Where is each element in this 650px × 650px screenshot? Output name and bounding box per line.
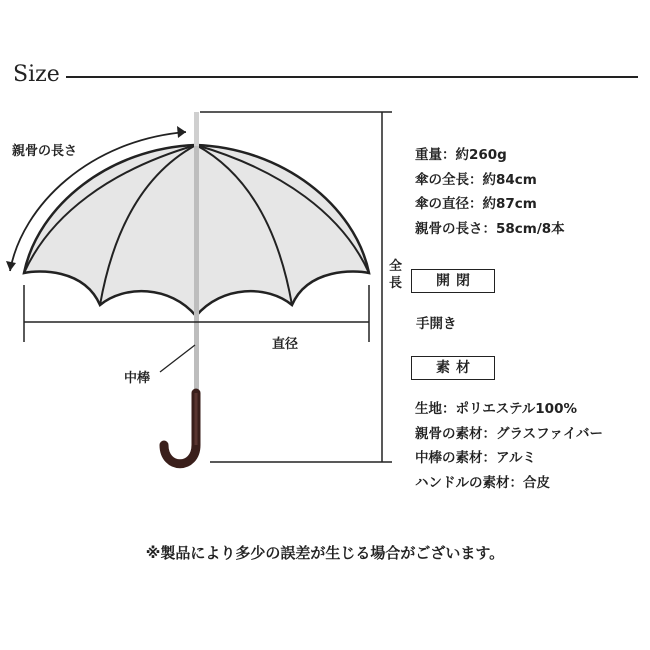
umbrella-handle bbox=[164, 393, 196, 464]
material-fabric: 生地：ポリエステル100% bbox=[415, 401, 577, 417]
rib-length-label: 親骨の長さ bbox=[12, 144, 78, 159]
page-title: Size bbox=[13, 62, 60, 87]
umbrella-shaft bbox=[194, 112, 199, 394]
material-shaft: 中棒の素材：アルミ bbox=[415, 450, 536, 466]
materials-heading: 素材 bbox=[411, 356, 495, 380]
shaft-label: 中棒 bbox=[124, 371, 151, 386]
spec-diameter: 傘の直径：約87cm bbox=[415, 196, 537, 212]
arrowhead-icon bbox=[177, 126, 186, 138]
umbrella-tip bbox=[194, 112, 199, 146]
spec-list bbox=[415, 143, 565, 241]
arrowhead-icon bbox=[6, 261, 16, 271]
shaft-leader-line bbox=[160, 345, 195, 372]
diameter-label: 直径 bbox=[272, 337, 299, 352]
materials-list bbox=[415, 397, 603, 495]
spec-weight: 重量：約260g bbox=[415, 147, 507, 163]
opening-type: 手開き bbox=[416, 316, 457, 332]
opening-heading: 開閉 bbox=[411, 269, 495, 293]
disclaimer-note: ※製品により多少の誤差が生じる場合がございます。 bbox=[145, 544, 505, 562]
spec-total-length: 傘の全長：約84cm bbox=[415, 171, 537, 188]
material-handle: ハンドルの素材：合皮 bbox=[415, 474, 550, 491]
spec-rib-length: 親骨の長さ：58cm/8本 bbox=[415, 220, 565, 237]
material-rib: 親骨の素材：グラスファイバー bbox=[415, 425, 604, 442]
total-length-label: 全長 bbox=[389, 259, 403, 291]
